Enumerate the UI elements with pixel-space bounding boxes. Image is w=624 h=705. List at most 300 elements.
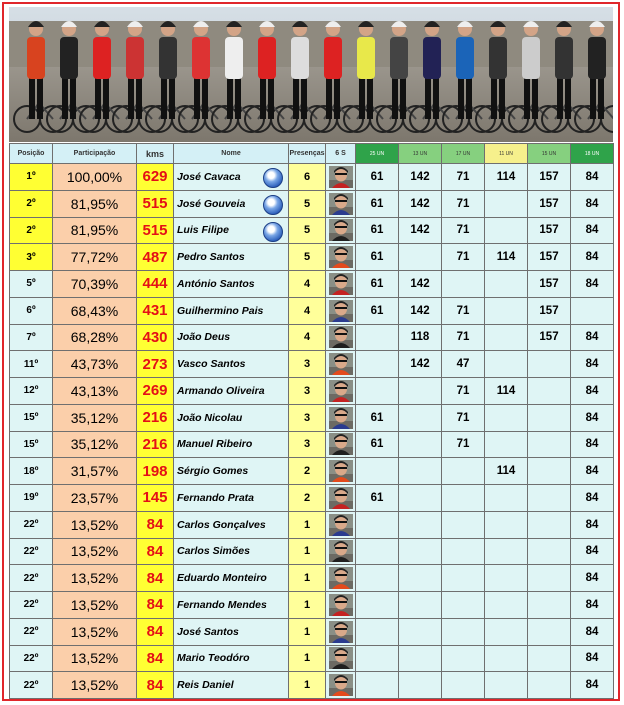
run-3-km-cell: 71: [442, 378, 485, 405]
run-5-km-cell: 157: [528, 190, 571, 217]
position-cell: 15º: [10, 431, 53, 458]
table-row: [10, 672, 614, 699]
name-cell: [174, 164, 289, 191]
run-6-km-cell: 84: [571, 618, 614, 645]
kms-cell: 198: [137, 458, 174, 485]
run-2-km-cell: 142: [399, 351, 442, 378]
table-row: [10, 297, 614, 324]
rider-photo: [329, 540, 353, 562]
rider-name: Manuel Ribeiro: [177, 438, 253, 451]
run-1-km-cell: 61: [356, 164, 399, 191]
kms-cell: 84: [137, 618, 174, 645]
presences-cell: 5: [289, 217, 326, 244]
photo-cell: [326, 217, 356, 244]
run-6-km-cell: 84: [571, 271, 614, 298]
photo-cell: [326, 297, 356, 324]
rider-photo: [329, 166, 353, 188]
run-3-km-cell: 71: [442, 297, 485, 324]
run-4-km-cell: [485, 645, 528, 672]
run-4-km-cell: [485, 351, 528, 378]
photo-cell: [326, 538, 356, 565]
name-cell: [174, 190, 289, 217]
name-cell: [174, 431, 289, 458]
run-2-km-cell: [399, 618, 442, 645]
run-2-km-cell: 142: [399, 271, 442, 298]
run-2-km-cell: [399, 645, 442, 672]
run-3-km-cell: 71: [442, 404, 485, 431]
run-4-km-cell: [485, 190, 528, 217]
header-posicao: Posição: [10, 144, 53, 164]
kms-cell: 269: [137, 378, 174, 405]
club-badge-icon: [263, 222, 283, 242]
rider-photo: [329, 621, 353, 643]
run-5-km-cell: 157: [528, 217, 571, 244]
position-cell: 22º: [10, 618, 53, 645]
run-6-km-cell: 84: [571, 672, 614, 699]
run-3-km-cell: [442, 645, 485, 672]
rider-photo: [329, 353, 353, 375]
presences-cell: 4: [289, 297, 326, 324]
participation-cell: 23,57%: [53, 485, 137, 512]
table-row: [10, 592, 614, 619]
run-1-km-cell: 61: [356, 297, 399, 324]
run-2-km-cell: 142: [399, 297, 442, 324]
run-5-km-cell: [528, 565, 571, 592]
run-6-km-cell: 84: [571, 190, 614, 217]
run-5-km-cell: 157: [528, 164, 571, 191]
rider-name: Armando Oliveira: [177, 384, 265, 397]
run-1-km-cell: 61: [356, 244, 399, 271]
rider-photo: [329, 594, 353, 616]
kms-cell: 84: [137, 538, 174, 565]
run-5-km-cell: [528, 458, 571, 485]
name-cell: [174, 538, 289, 565]
kms-cell: 444: [137, 271, 174, 298]
table-row: [10, 351, 614, 378]
name-cell: [174, 297, 289, 324]
presences-cell: 5: [289, 244, 326, 271]
table-row: [10, 164, 614, 191]
kms-cell: 84: [137, 511, 174, 538]
participation-cell: 13,52%: [53, 538, 137, 565]
header-kms: kms: [137, 144, 174, 164]
participation-cell: 13,52%: [53, 511, 137, 538]
run-5-km-cell: [528, 618, 571, 645]
kms-cell: 145: [137, 485, 174, 512]
header-participacao: Participação: [53, 144, 137, 164]
run-5-km-cell: [528, 404, 571, 431]
run-1-km-cell: [356, 351, 399, 378]
kms-cell: 515: [137, 190, 174, 217]
run-5-km-cell: [528, 485, 571, 512]
participation-cell: 100,00%: [53, 164, 137, 191]
run-2-km-cell: [399, 592, 442, 619]
run-4-km-cell: 114: [485, 164, 528, 191]
run-6-km-cell: 84: [571, 324, 614, 351]
run-1-km-cell: [356, 378, 399, 405]
run-3-km-cell: [442, 458, 485, 485]
run-3-km-cell: 71: [442, 324, 485, 351]
name-cell: [174, 458, 289, 485]
rider-photo: [329, 407, 353, 429]
run-4-km-cell: 114: [485, 458, 528, 485]
name-cell: [174, 565, 289, 592]
run-3-km-cell: [442, 511, 485, 538]
rider-photo: [329, 380, 353, 402]
run-2-km-cell: [399, 458, 442, 485]
run-2-km-cell: [399, 244, 442, 271]
name-cell: [174, 244, 289, 271]
run-1-km-cell: [356, 324, 399, 351]
presences-cell: 3: [289, 404, 326, 431]
kms-cell: 487: [137, 244, 174, 271]
position-cell: 22º: [10, 511, 53, 538]
rider-name: José Gouveia: [177, 197, 246, 210]
run-3-km-cell: [442, 618, 485, 645]
presences-cell: 1: [289, 538, 326, 565]
rider-name: Pedro Santos: [177, 251, 245, 264]
presences-cell: 1: [289, 672, 326, 699]
rider-photo: [329, 326, 353, 348]
position-cell: 12º: [10, 378, 53, 405]
participation-cell: 77,72%: [53, 244, 137, 271]
run-2-km-cell: [399, 485, 442, 512]
run-6-km-cell: [571, 297, 614, 324]
kms-cell: 430: [137, 324, 174, 351]
run-1-km-cell: 61: [356, 217, 399, 244]
run-4-km-cell: [485, 511, 528, 538]
presences-cell: 1: [289, 592, 326, 619]
rider-name: João Nicolau: [177, 411, 243, 424]
photo-cell: [326, 404, 356, 431]
presences-cell: 3: [289, 431, 326, 458]
name-cell: [174, 592, 289, 619]
header-6s: 6 S: [326, 144, 356, 164]
run-2-km-cell: [399, 672, 442, 699]
table-row: [10, 618, 614, 645]
run-1-km-cell: 61: [356, 190, 399, 217]
presences-cell: 2: [289, 485, 326, 512]
header-run-5: 15 UN: [528, 144, 571, 164]
rider-photo: [329, 219, 353, 241]
run-3-km-cell: [442, 672, 485, 699]
run-3-km-cell: 71: [442, 164, 485, 191]
run-1-km-cell: 61: [356, 485, 399, 512]
run-4-km-cell: [485, 324, 528, 351]
table-row: [10, 431, 614, 458]
table-row: [10, 324, 614, 351]
run-5-km-cell: [528, 592, 571, 619]
position-cell: 15º: [10, 404, 53, 431]
run-6-km-cell: 84: [571, 164, 614, 191]
position-cell: 19º: [10, 485, 53, 512]
run-3-km-cell: [442, 485, 485, 512]
participation-cell: 68,43%: [53, 297, 137, 324]
rider-photo: [329, 674, 353, 696]
group-photo: [9, 7, 613, 142]
name-cell: [174, 324, 289, 351]
rider-name: António Santos: [177, 277, 255, 290]
run-2-km-cell: 142: [399, 190, 442, 217]
run-1-km-cell: [356, 592, 399, 619]
name-cell: [174, 404, 289, 431]
run-6-km-cell: 84: [571, 351, 614, 378]
rider-photo: [329, 460, 353, 482]
presences-cell: 5: [289, 190, 326, 217]
run-1-km-cell: 61: [356, 404, 399, 431]
rider-name: Vasco Santos: [177, 358, 246, 371]
rider-photo: [329, 487, 353, 509]
position-cell: 3º: [10, 244, 53, 271]
kms-cell: 216: [137, 404, 174, 431]
rider-name: Fernando Prata: [177, 491, 255, 504]
run-6-km-cell: 84: [571, 511, 614, 538]
header-run-4: 11 UN: [485, 144, 528, 164]
header-run-1: 25 UN: [356, 144, 399, 164]
presences-cell: 6: [289, 164, 326, 191]
photo-cell: [326, 458, 356, 485]
header-presencas: Presenças: [289, 144, 326, 164]
rider-photo: [329, 193, 353, 215]
run-6-km-cell: 84: [571, 404, 614, 431]
run-1-km-cell: [356, 618, 399, 645]
presences-cell: 1: [289, 618, 326, 645]
run-2-km-cell: [399, 431, 442, 458]
participation-cell: 31,57%: [53, 458, 137, 485]
club-badge-icon: [263, 195, 283, 215]
participation-cell: 13,52%: [53, 592, 137, 619]
run-4-km-cell: [485, 485, 528, 512]
rider-photo: [329, 246, 353, 268]
position-cell: 22º: [10, 672, 53, 699]
table-row: [10, 511, 614, 538]
run-4-km-cell: [485, 271, 528, 298]
position-cell: 2º: [10, 217, 53, 244]
run-2-km-cell: 142: [399, 164, 442, 191]
rider-name: Sérgio Gomes: [177, 465, 249, 478]
header-nome: Nome: [174, 144, 289, 164]
kms-cell: 216: [137, 431, 174, 458]
table-row: [10, 190, 614, 217]
position-cell: 5º: [10, 271, 53, 298]
kms-cell: 84: [137, 592, 174, 619]
table-row: [10, 645, 614, 672]
header-row: [10, 144, 614, 164]
photo-cell: [326, 271, 356, 298]
run-2-km-cell: 118: [399, 324, 442, 351]
run-2-km-cell: [399, 511, 442, 538]
run-5-km-cell: [528, 431, 571, 458]
rider-photo: [329, 300, 353, 322]
rider-name: Fernando Mendes: [177, 598, 267, 611]
kms-cell: 629: [137, 164, 174, 191]
run-1-km-cell: [356, 538, 399, 565]
header-run-2: 13 UN: [399, 144, 442, 164]
participation-cell: 70,39%: [53, 271, 137, 298]
participation-cell: 81,95%: [53, 217, 137, 244]
run-5-km-cell: [528, 378, 571, 405]
table-row: [10, 458, 614, 485]
kms-cell: 515: [137, 217, 174, 244]
run-6-km-cell: 84: [571, 592, 614, 619]
table-row: [10, 271, 614, 298]
presences-cell: 4: [289, 271, 326, 298]
rider-name: João Deus: [177, 331, 231, 344]
run-2-km-cell: [399, 538, 442, 565]
run-6-km-cell: 84: [571, 431, 614, 458]
run-6-km-cell: 84: [571, 565, 614, 592]
run-3-km-cell: [442, 592, 485, 619]
presences-cell: 1: [289, 565, 326, 592]
header-run-3: 17 UN: [442, 144, 485, 164]
club-badge-icon: [263, 168, 283, 188]
run-3-km-cell: [442, 538, 485, 565]
photo-cell: [326, 351, 356, 378]
presences-cell: 4: [289, 324, 326, 351]
run-3-km-cell: [442, 271, 485, 298]
run-4-km-cell: [485, 538, 528, 565]
rider-name: José Cavaca: [177, 170, 241, 183]
presences-cell: 1: [289, 511, 326, 538]
presences-cell: 3: [289, 351, 326, 378]
position-cell: 7º: [10, 324, 53, 351]
photo-cell: [326, 672, 356, 699]
participation-cell: 43,73%: [53, 351, 137, 378]
name-cell: [174, 672, 289, 699]
run-1-km-cell: 61: [356, 431, 399, 458]
run-6-km-cell: 84: [571, 538, 614, 565]
run-1-km-cell: [356, 672, 399, 699]
run-4-km-cell: 114: [485, 378, 528, 405]
photo-cell: [326, 592, 356, 619]
name-cell: [174, 645, 289, 672]
rider-photo: [329, 514, 353, 536]
rider-name: Eduardo Monteiro: [177, 572, 267, 585]
run-5-km-cell: 157: [528, 271, 571, 298]
table-row: [10, 565, 614, 592]
rider-name: Carlos Gonçalves: [177, 518, 266, 531]
position-cell: 2º: [10, 190, 53, 217]
name-cell: [174, 271, 289, 298]
rider-photo: [329, 273, 353, 295]
participation-cell: 13,52%: [53, 645, 137, 672]
kms-cell: 273: [137, 351, 174, 378]
run-4-km-cell: [485, 565, 528, 592]
photo-cell: [326, 645, 356, 672]
participation-cell: 13,52%: [53, 672, 137, 699]
presences-cell: 1: [289, 645, 326, 672]
run-4-km-cell: [485, 592, 528, 619]
table-row: [10, 378, 614, 405]
photo-cell: [326, 511, 356, 538]
run-3-km-cell: [442, 565, 485, 592]
rider-name: Luis Filipe: [177, 224, 229, 237]
run-5-km-cell: 157: [528, 244, 571, 271]
kms-cell: 84: [137, 645, 174, 672]
name-cell: [174, 511, 289, 538]
rider-name: Carlos Simões: [177, 545, 250, 558]
run-6-km-cell: 84: [571, 485, 614, 512]
run-1-km-cell: [356, 565, 399, 592]
run-2-km-cell: [399, 378, 442, 405]
photo-cell: [326, 164, 356, 191]
table-row: [10, 485, 614, 512]
run-6-km-cell: 84: [571, 217, 614, 244]
run-4-km-cell: 114: [485, 244, 528, 271]
photo-cell: [326, 431, 356, 458]
run-2-km-cell: [399, 404, 442, 431]
rider-name: Mario Teodóro: [177, 652, 250, 665]
rider-photo: [329, 647, 353, 669]
run-2-km-cell: [399, 565, 442, 592]
table-row: [10, 217, 614, 244]
run-2-km-cell: 142: [399, 217, 442, 244]
kms-cell: 84: [137, 565, 174, 592]
position-cell: 11º: [10, 351, 53, 378]
participation-cell: 43,13%: [53, 378, 137, 405]
photo-cell: [326, 190, 356, 217]
run-6-km-cell: 84: [571, 645, 614, 672]
position-cell: 22º: [10, 565, 53, 592]
ranking-table: [9, 143, 614, 699]
run-3-km-cell: 71: [442, 217, 485, 244]
position-cell: 22º: [10, 645, 53, 672]
run-6-km-cell: 84: [571, 244, 614, 271]
run-4-km-cell: [485, 618, 528, 645]
participation-cell: 35,12%: [53, 431, 137, 458]
rider-photo: [329, 567, 353, 589]
run-4-km-cell: [485, 217, 528, 244]
name-cell: [174, 378, 289, 405]
run-4-km-cell: [485, 431, 528, 458]
position-cell: 6º: [10, 297, 53, 324]
run-6-km-cell: 84: [571, 458, 614, 485]
position-cell: 22º: [10, 538, 53, 565]
photo-cell: [326, 244, 356, 271]
rider-photo: [329, 433, 353, 455]
run-5-km-cell: [528, 672, 571, 699]
run-5-km-cell: 157: [528, 297, 571, 324]
name-cell: [174, 618, 289, 645]
position-cell: 18º: [10, 458, 53, 485]
run-1-km-cell: [356, 458, 399, 485]
photo-cell: [326, 324, 356, 351]
participation-cell: 81,95%: [53, 190, 137, 217]
photo-cell: [326, 565, 356, 592]
photo-cell: [326, 485, 356, 512]
run-1-km-cell: [356, 645, 399, 672]
run-1-km-cell: 61: [356, 271, 399, 298]
table-row: [10, 404, 614, 431]
position-cell: 1º: [10, 164, 53, 191]
presences-cell: 3: [289, 378, 326, 405]
cyclists-group-photo: [9, 7, 613, 142]
name-cell: [174, 485, 289, 512]
header-run-6: 18 UN: [571, 144, 614, 164]
participation-cell: 13,52%: [53, 618, 137, 645]
run-3-km-cell: 71: [442, 244, 485, 271]
run-5-km-cell: 157: [528, 324, 571, 351]
name-cell: [174, 351, 289, 378]
rider-name: José Santos: [177, 625, 239, 638]
run-3-km-cell: 47: [442, 351, 485, 378]
run-3-km-cell: 71: [442, 190, 485, 217]
kms-cell: 431: [137, 297, 174, 324]
rider-name: Guilhermino Pais: [177, 304, 264, 317]
run-1-km-cell: [356, 511, 399, 538]
table-row: [10, 244, 614, 271]
photo-cell: [326, 618, 356, 645]
